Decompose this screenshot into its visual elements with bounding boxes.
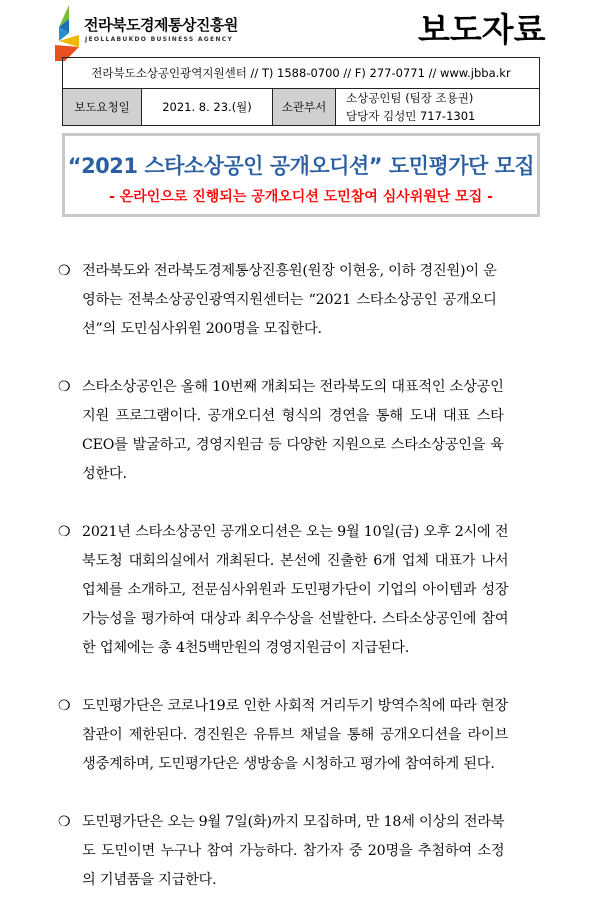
circle-bullet-icon: ❍	[58, 263, 71, 279]
text-line: 지원 프로그램이다. 공개오디션 형식의 경연을 통해 도내 대표 스타	[82, 408, 504, 424]
circle-bullet-icon: ❍	[58, 698, 71, 714]
text-line: 업체를 소개하고, 전문심사위원과 도민평가단이 기업의 아이템과 성장	[82, 582, 509, 598]
text-line: 북도청 대회의실에서 개최된다. 본선에 진출한 6개 업체 대표가 나서	[82, 553, 509, 569]
text-line: 생중계하며, 도민평가단은 생방송을 시청하고 평가에 참여하게 된다.	[82, 756, 495, 772]
text-line: 도민평가단은 코로나19로 인한 사회적 거리두기 방역수칙에 따라 현장	[82, 698, 508, 714]
circle-bullet-icon: ❍	[58, 379, 71, 395]
text-line: 2021년 스타소상공인 공개오디션은 오는 9월 10일(금) 오후 2시에 전	[82, 524, 509, 540]
paragraph-text	[82, 808, 504, 895]
headline-box	[62, 133, 540, 217]
text-line: 전라북도와 전라북도경제통상진흥원(원장 이현웅, 이하 경진원)이 운	[82, 263, 497, 279]
date-value: 2021. 8. 23.(월)	[142, 89, 273, 126]
circle-bullet-icon: ❍	[58, 524, 71, 540]
text-line: 스타소상공인은 올해 10번째 개최되는 전라북도의 대표적인 소상공인	[82, 379, 504, 395]
contact-line: 전라북도소상공인광역지원센터 // T) 1588-0700 // F) 277-0771 // www.jbba.kr	[63, 58, 540, 89]
paragraph	[58, 692, 544, 779]
paragraph-text	[82, 518, 508, 663]
press-body	[58, 257, 544, 924]
dept-label: 소관부서	[273, 89, 336, 126]
date-label: 보도요청일	[63, 89, 142, 126]
text-line: CEO를 발굴하고, 경영지원금 등 다양한 지원으로 스타소상공인을 육	[82, 437, 504, 453]
text-line: 도민평가단은 오는 9월 7일(화)까지 모집하며, 만 18세 이상의 전라북	[82, 814, 505, 830]
paragraph	[58, 518, 544, 663]
text-line: 도 도민이면 누구나 참여 가능하다. 참가자 중 20명을 추첨하여 소정	[82, 843, 505, 859]
text-line: 한 업체에는 총 4천5백만원의 경영지원금이 지급된다.	[82, 640, 410, 656]
text-line: 참관이 제한된다. 경진원은 유튜브 채널을 통해 공개오디션을 라이브	[82, 727, 508, 743]
org-name: 전라북도경제통상진흥원	[84, 16, 238, 34]
sub-title: - 온라인으로 진행되는 공개오디션 도민참여 심사위원단 모집 -	[109, 189, 493, 205]
paragraph	[58, 257, 544, 344]
dept-team: 소상공인팀 (팀장 조용권)	[346, 91, 474, 105]
circle-bullet-icon: ❍	[58, 814, 71, 830]
dept-info	[336, 89, 540, 126]
paragraph	[58, 373, 544, 489]
text-line: 가능성을 평가하여 대상과 최우수상을 선발한다. 스타소상공인에 참여	[82, 611, 509, 627]
agency-logo-icon	[55, 5, 79, 61]
paragraph-text	[82, 257, 497, 344]
main-title: “2021 스타소상공인 공개오디션” 도민평가단 모집	[67, 154, 535, 178]
paragraph	[58, 808, 544, 895]
text-line: 의 기념품을 지급한다.	[82, 872, 217, 888]
org-name-en: JEOLLABUKDO BUSINESS AGENCY	[85, 36, 234, 43]
dept-contact: 담당자 김성민 717-1301	[346, 109, 476, 123]
text-line: 션”의 도민심사위원 200명을 모집한다.	[82, 321, 322, 337]
paragraph-text	[82, 373, 504, 489]
text-line: 성한다.	[82, 466, 127, 482]
text-line: 영하는 전북소상공인광역지원센터는 “2021 스타소상공인 공개오디	[82, 292, 497, 308]
paragraph-text	[82, 692, 508, 779]
document-type-title: 보도자료	[418, 10, 546, 49]
info-table	[62, 57, 540, 126]
